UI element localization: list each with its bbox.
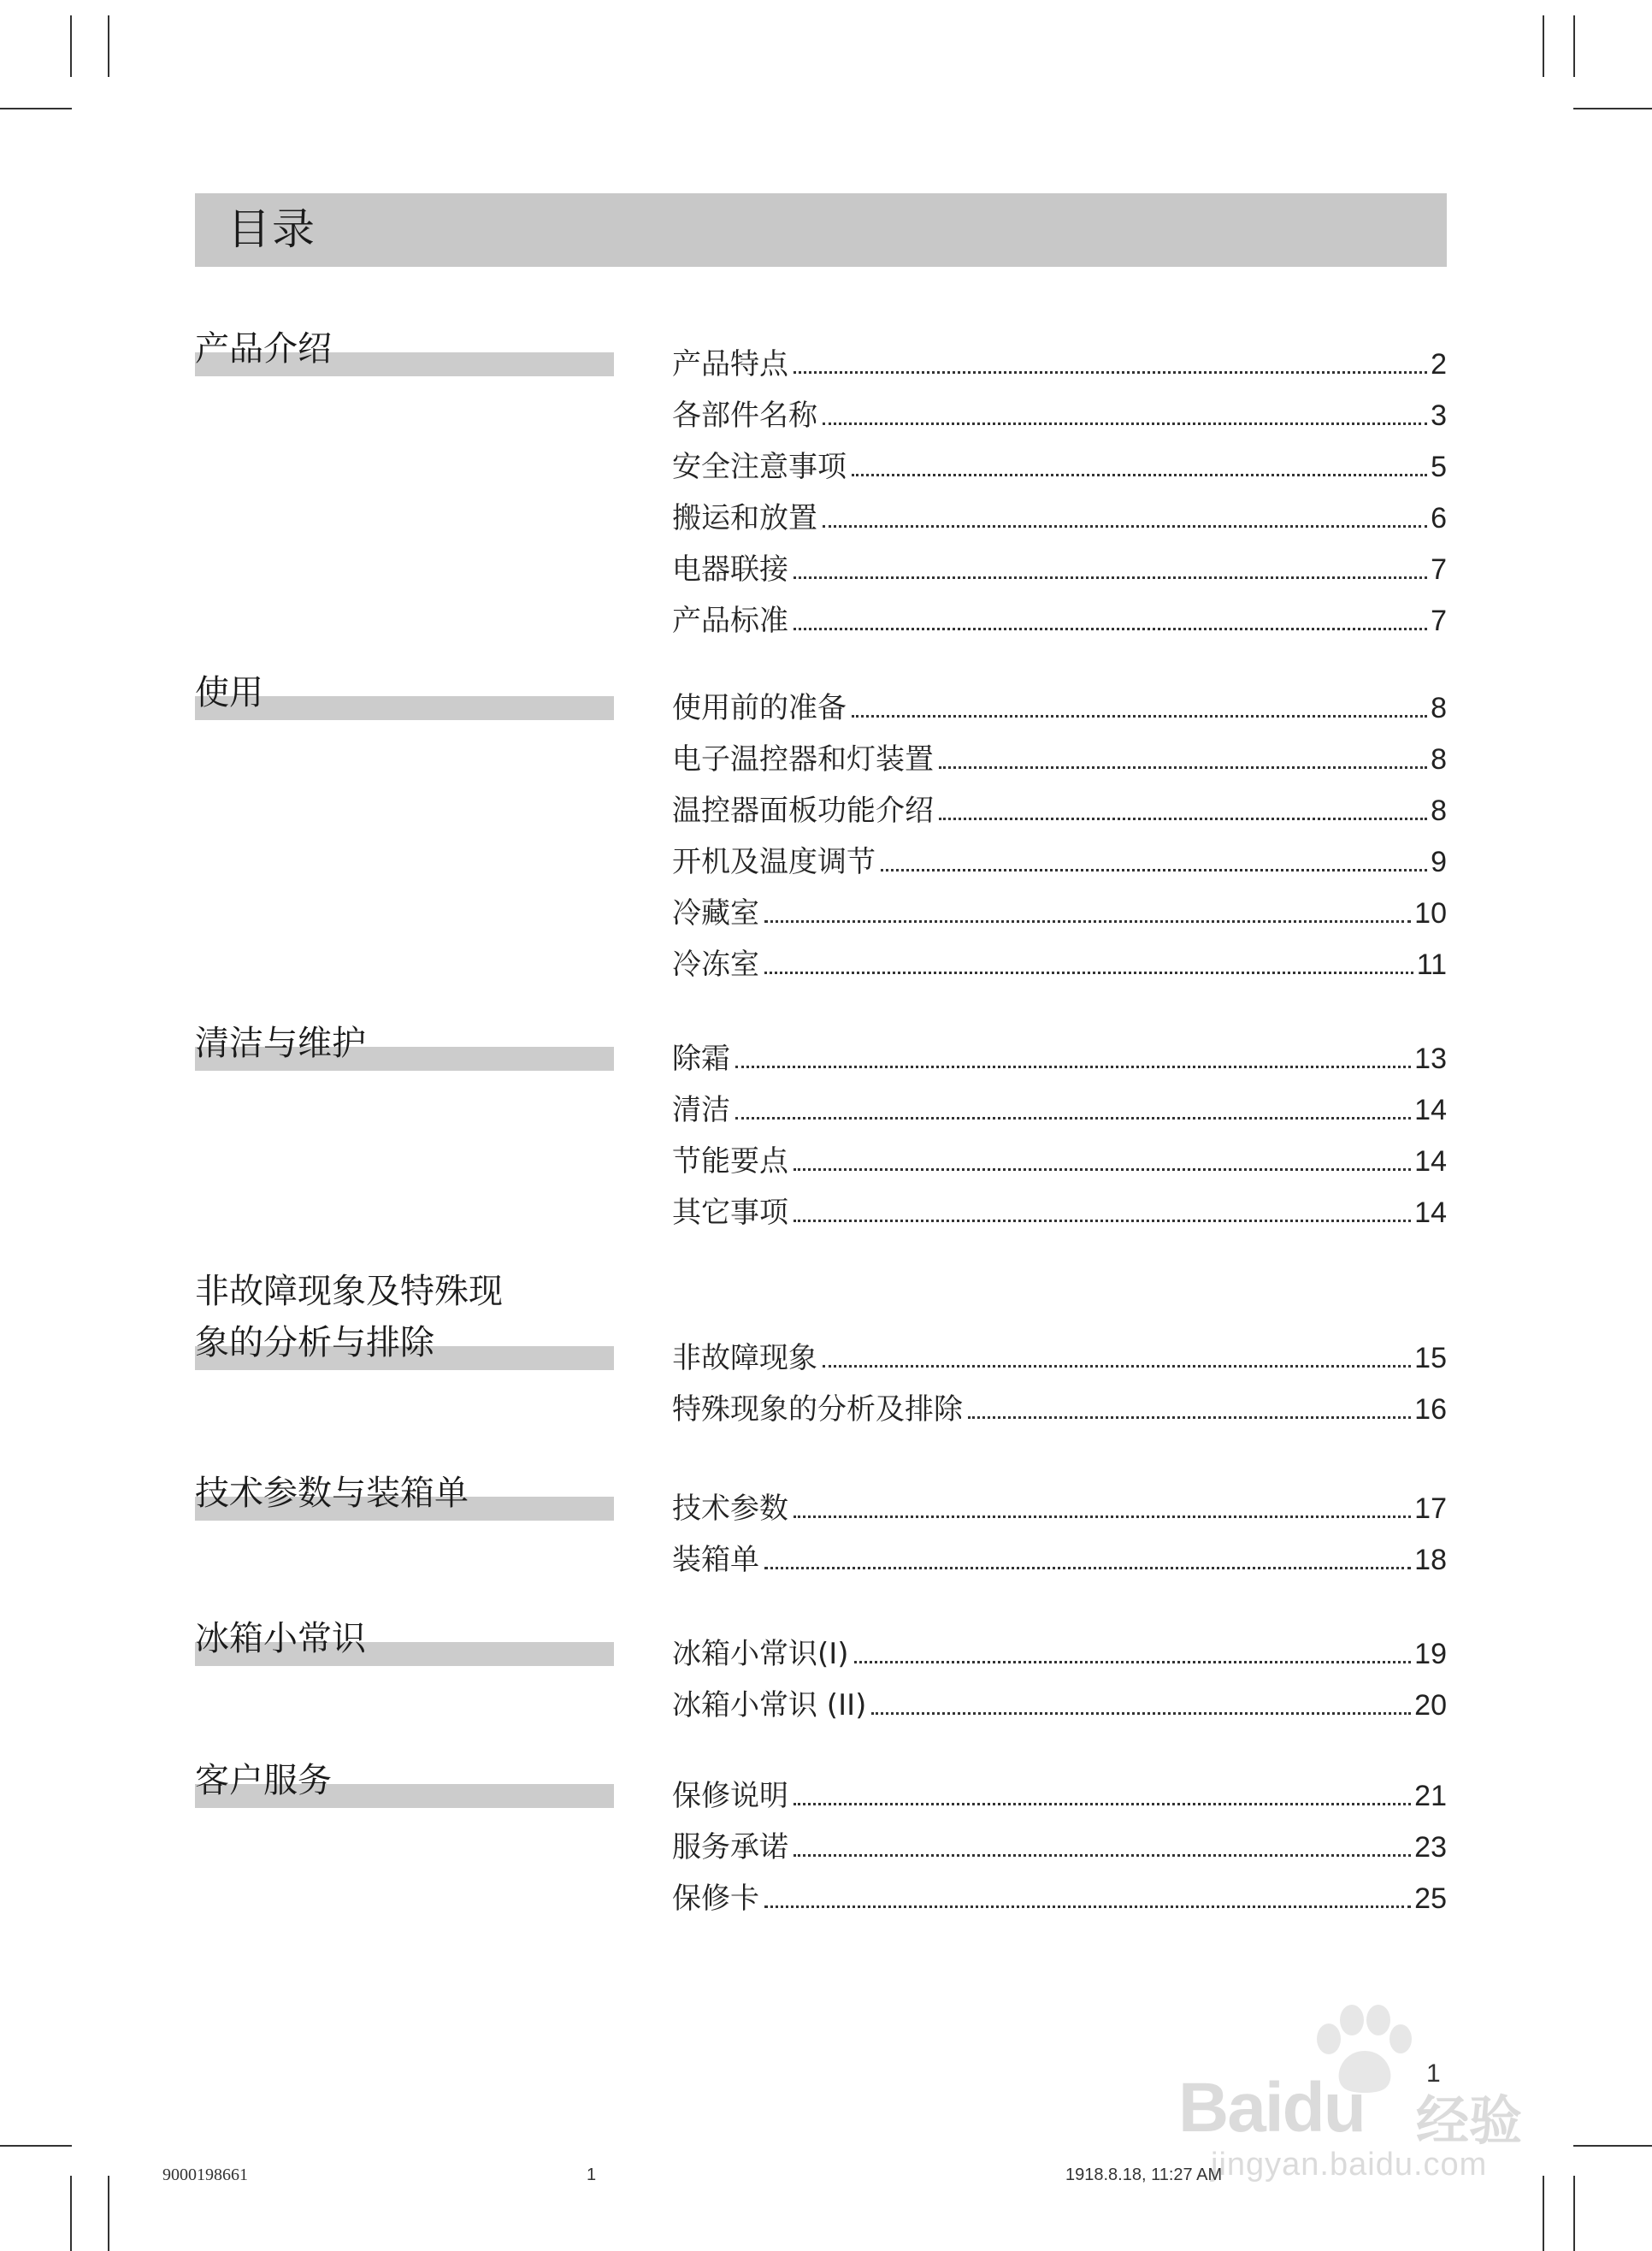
section-title: 冰箱小常识 <box>195 1619 366 1658</box>
toc-entries <box>672 1480 1447 1582</box>
dot-leader <box>939 730 1427 769</box>
dot-leader <box>794 541 1427 579</box>
watermark-url: jingyan.baidu.com <box>1211 2147 1488 2183</box>
watermark-logo-text: Baidu <box>1178 2069 1365 2147</box>
crop-mark <box>70 15 72 77</box>
dot-leader <box>794 1767 1411 1805</box>
section-title: 使用 <box>195 673 263 712</box>
toc-entry-page: 10 <box>1414 897 1447 930</box>
dot-leader <box>794 1184 1411 1222</box>
toc-entry-label: 使用前的准备 <box>672 691 847 725</box>
toc-entry-page: 21 <box>1414 1780 1447 1812</box>
toc-entry-label: 装箱单 <box>672 1543 759 1577</box>
crop-mark <box>1573 2145 1652 2147</box>
dot-leader <box>823 489 1427 528</box>
toc-entry-label: 保修说明 <box>672 1779 788 1813</box>
section-title: 清洁与维护 <box>195 1024 366 1063</box>
toc-entry-page: 14 <box>1414 1094 1447 1126</box>
toc-entry[interactable] <box>672 1184 1447 1235</box>
toc-entry[interactable] <box>672 1380 1447 1432</box>
crop-mark <box>108 2176 109 2251</box>
toc-entry-label: 保修卡 <box>672 1882 759 1916</box>
toc-entries <box>672 335 1447 643</box>
toc-entry-label: 冷冻室 <box>672 948 759 982</box>
toc-entry-page: 9 <box>1431 846 1447 878</box>
toc-entry-label: 搬运和放置 <box>672 501 817 535</box>
toc-entry-page: 20 <box>1414 1689 1447 1722</box>
toc-entry[interactable] <box>672 936 1447 987</box>
watermark-suffix: 经验 <box>1416 2089 1523 2152</box>
toc-entry-page: 19 <box>1414 1638 1447 1670</box>
dot-leader <box>881 833 1427 871</box>
toc-entries <box>672 1625 1447 1728</box>
dot-leader <box>852 679 1427 718</box>
toc-entry-page: 8 <box>1431 795 1447 827</box>
toc-entry-page: 15 <box>1414 1342 1447 1374</box>
toc-entry[interactable] <box>672 782 1447 833</box>
toc-entry-page: 14 <box>1414 1196 1447 1229</box>
toc-entry[interactable] <box>672 1132 1447 1184</box>
dot-leader <box>794 592 1427 630</box>
dot-leader <box>794 1480 1411 1518</box>
toc-entry-page: 6 <box>1431 502 1447 535</box>
section-heading <box>195 1613 614 1664</box>
section-heading <box>195 1018 614 1069</box>
toc-entry-page: 25 <box>1414 1882 1447 1915</box>
dot-leader <box>764 1531 1411 1569</box>
toc-entry-label: 温控器面板功能介绍 <box>672 794 934 828</box>
toc-entry[interactable] <box>672 335 1447 387</box>
toc-entry[interactable] <box>672 1480 1447 1531</box>
toc-entry-label: 技术参数 <box>672 1492 788 1526</box>
toc-entry[interactable] <box>672 833 1447 884</box>
page-title: 目录 <box>227 204 316 254</box>
crop-mark <box>0 108 72 109</box>
dot-leader <box>852 438 1427 476</box>
toc-entry[interactable] <box>672 1329 1447 1380</box>
dot-leader <box>735 1030 1411 1068</box>
crop-mark <box>1543 2176 1544 2251</box>
toc-entry-page: 2 <box>1431 348 1447 381</box>
toc-entry-label: 服务承诺 <box>672 1830 788 1864</box>
section-title-line: 非故障现象及特殊现 <box>195 1272 503 1311</box>
crop-mark <box>1573 15 1575 77</box>
toc-entry-page: 11 <box>1416 948 1447 981</box>
section-title: 产品介绍 <box>195 329 332 369</box>
footer-timestamp: 1918.8.18, 11:27 AM <box>1065 2165 1223 2184</box>
toc-entry[interactable] <box>672 730 1447 782</box>
toc-entry[interactable] <box>672 1030 1447 1081</box>
baidu-watermark <box>1168 2001 1544 2181</box>
toc-entries <box>672 1030 1447 1235</box>
toc-entry-page: 13 <box>1414 1043 1447 1075</box>
dot-leader <box>794 335 1427 374</box>
toc-entry-label: 开机及温度调节 <box>672 845 876 879</box>
crop-mark <box>1543 15 1544 77</box>
toc-entry-label: 冰箱小常识(I) <box>672 1637 849 1671</box>
toc-entry-label: 特殊现象的分析及排除 <box>672 1392 963 1427</box>
toc-entries <box>672 1329 1447 1432</box>
toc-entry-label: 电器联接 <box>672 552 788 587</box>
toc-entry-page: 5 <box>1431 451 1447 483</box>
toc-entry[interactable] <box>672 1818 1447 1870</box>
toc-entry-label: 各部件名称 <box>672 399 817 433</box>
section-heading <box>195 1266 614 1368</box>
dot-leader <box>764 936 1413 974</box>
toc-entry[interactable] <box>672 592 1447 643</box>
toc-entry-label: 清洁 <box>672 1093 730 1127</box>
toc-entry-page: 3 <box>1431 399 1447 432</box>
toc-entry-label: 冰箱小常识 (II) <box>672 1688 867 1722</box>
toc-entries <box>672 679 1447 987</box>
toc-entry[interactable] <box>672 1767 1447 1818</box>
crop-mark <box>1573 108 1652 109</box>
toc-entry-page: 7 <box>1431 553 1447 586</box>
footer-page: 1 <box>587 2165 597 2184</box>
toc-entry[interactable] <box>672 489 1447 541</box>
dot-leader <box>968 1380 1411 1419</box>
toc-entry[interactable] <box>672 387 1447 438</box>
page-number: 1 <box>1426 2059 1441 2088</box>
crop-mark <box>0 2145 72 2147</box>
toc-entry-label: 电子温控器和灯装置 <box>672 742 934 777</box>
dot-leader <box>794 1132 1411 1171</box>
toc-entry-label: 冷藏室 <box>672 896 759 931</box>
toc-entry-page: 17 <box>1414 1492 1447 1525</box>
toc-entry-label: 安全注意事项 <box>672 450 847 484</box>
toc-entry-page: 16 <box>1414 1393 1447 1426</box>
toc-entries <box>672 1767 1447 1921</box>
toc-entry-page: 8 <box>1431 692 1447 724</box>
toc-entry[interactable] <box>672 1531 1447 1582</box>
toc-entry-page: 23 <box>1414 1831 1447 1864</box>
crop-mark <box>108 15 109 77</box>
toc-entry-label: 其它事项 <box>672 1196 788 1230</box>
dot-leader <box>871 1676 1411 1715</box>
footer-code: 9000198661 <box>162 2165 248 2184</box>
section-heading <box>195 323 614 375</box>
section-title: 技术参数与装箱单 <box>195 1474 469 1513</box>
toc-entry[interactable] <box>672 1870 1447 1921</box>
toc-entry[interactable] <box>672 679 1447 730</box>
toc-entry-label: 节能要点 <box>672 1144 788 1179</box>
crop-mark <box>1573 2176 1575 2251</box>
dot-leader <box>823 1329 1411 1368</box>
dot-leader <box>764 884 1411 923</box>
title-bar <box>195 193 1447 267</box>
toc-entry-label: 非故障现象 <box>672 1341 817 1375</box>
dot-leader <box>794 1818 1411 1857</box>
section-heading <box>195 1468 614 1519</box>
toc-entry-page: 14 <box>1414 1145 1447 1178</box>
dot-leader <box>764 1870 1411 1908</box>
toc-entry[interactable] <box>672 1625 1447 1676</box>
section-heading <box>195 667 614 718</box>
toc-entry[interactable] <box>672 541 1447 592</box>
section-title: 客户服务 <box>195 1761 332 1800</box>
toc-entry-page: 18 <box>1414 1544 1447 1576</box>
dot-leader <box>854 1625 1412 1663</box>
section-heading <box>195 1755 614 1806</box>
crop-mark <box>70 2176 72 2251</box>
toc-entry-label: 产品特点 <box>672 347 788 381</box>
toc-entry-label: 除霜 <box>672 1042 730 1076</box>
toc-entry[interactable] <box>672 1676 1447 1728</box>
section-title-line: 象的分析与排除 <box>195 1323 434 1362</box>
toc-entry[interactable] <box>672 1081 1447 1132</box>
toc-entry-page: 7 <box>1431 605 1447 637</box>
dot-leader <box>939 782 1427 820</box>
dot-leader <box>735 1081 1411 1120</box>
toc-entry[interactable] <box>672 438 1447 489</box>
toc-entry-page: 8 <box>1431 743 1447 776</box>
toc-entry-label: 产品标准 <box>672 604 788 638</box>
dot-leader <box>823 387 1427 425</box>
toc-entry[interactable] <box>672 884 1447 936</box>
